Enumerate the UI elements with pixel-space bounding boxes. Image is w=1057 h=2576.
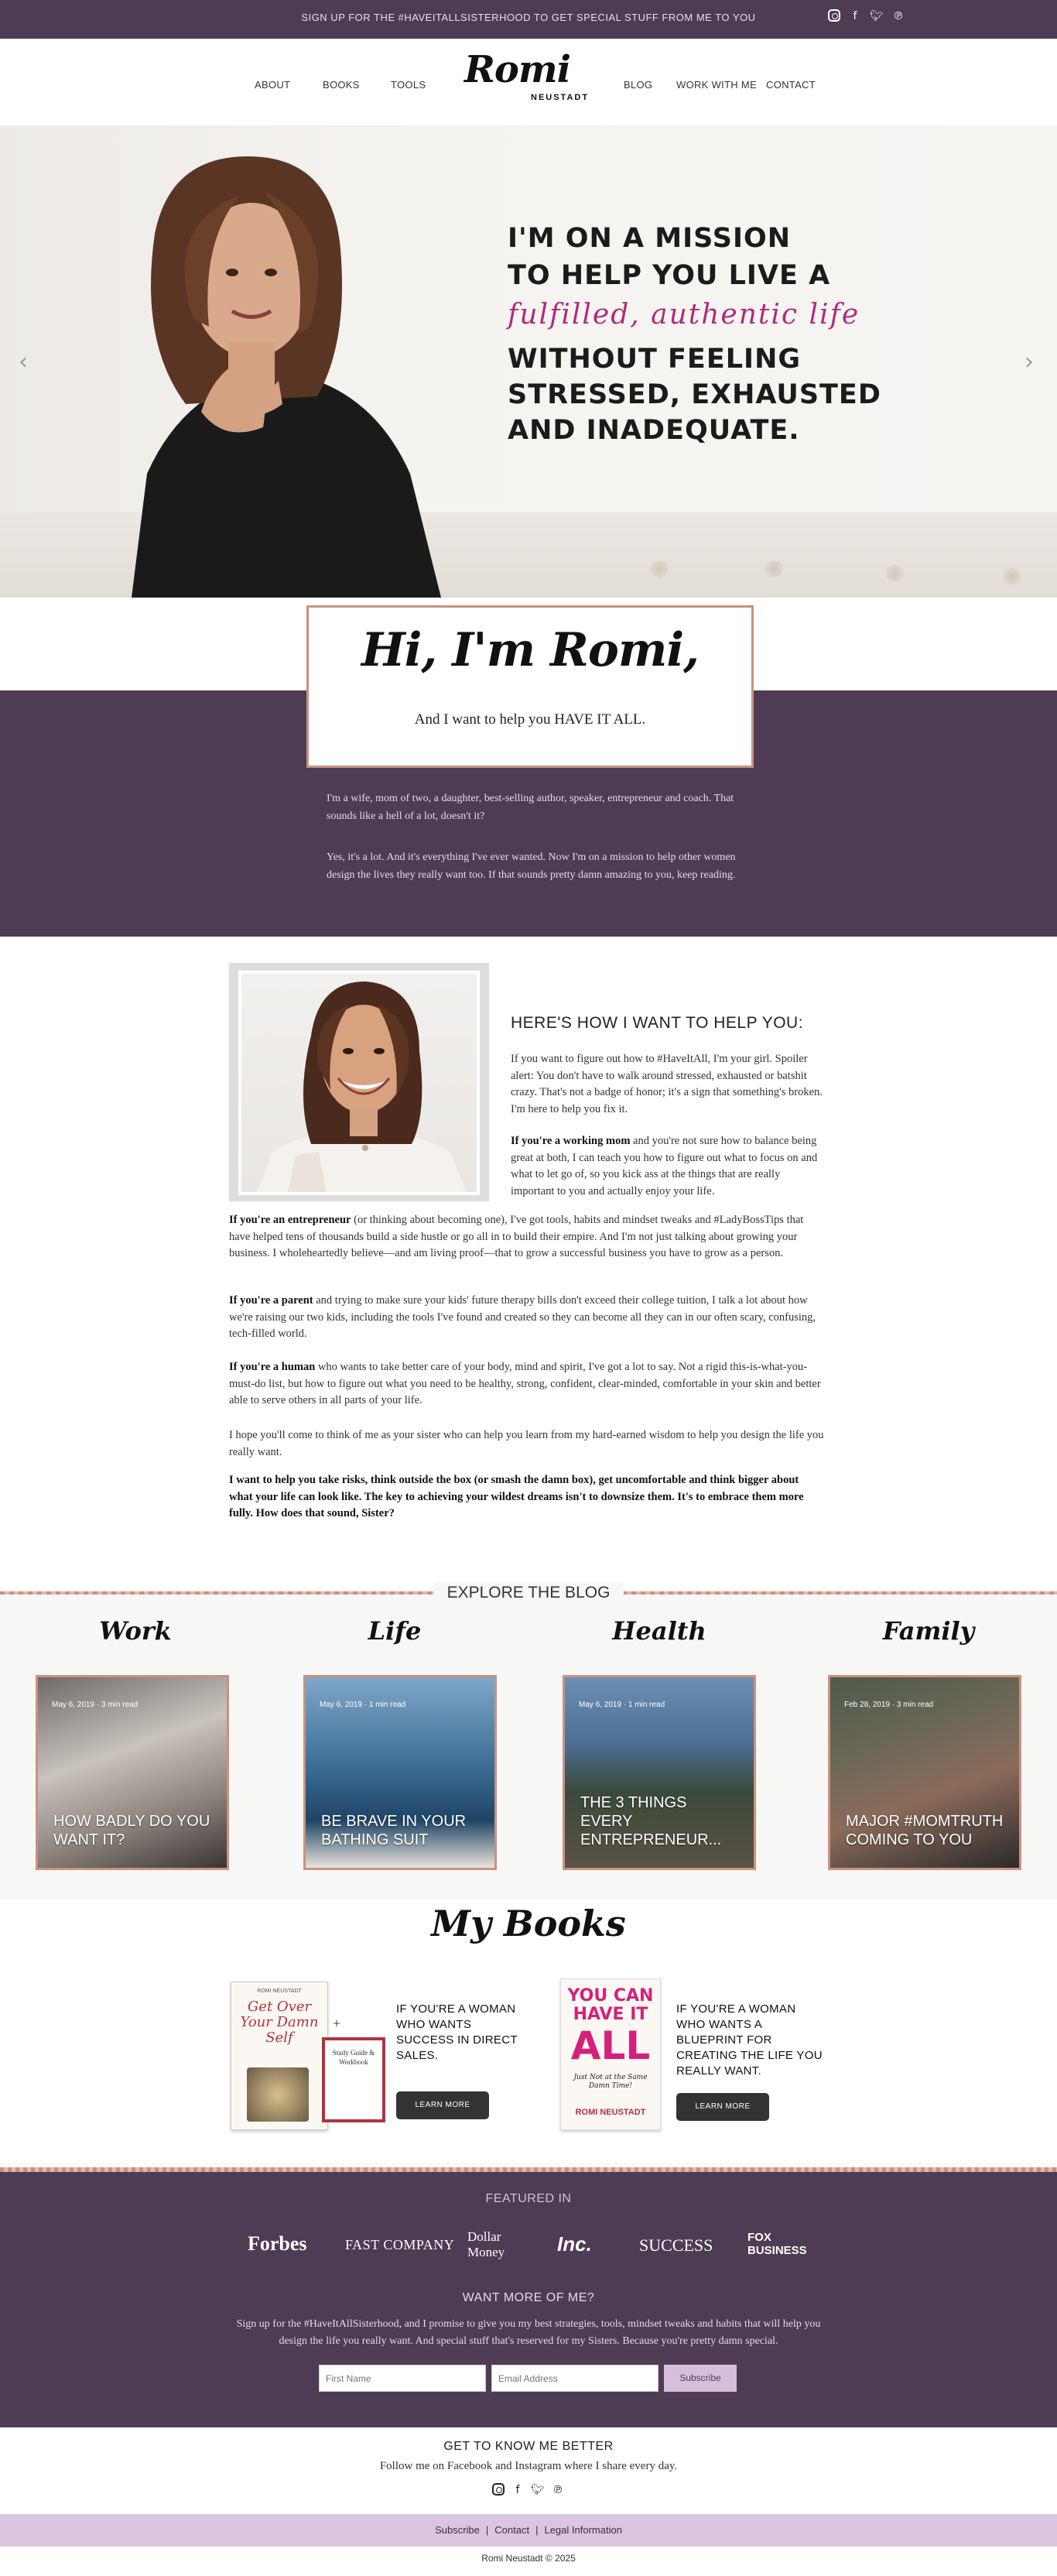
book1-cover-title: Get Over Your Damn Self [240,1999,319,2046]
announcement-bar [0,0,1057,39]
footer-separator: | [535,2524,539,2536]
help-paragraph-1: If you want to figure out how to #HaveItAll, I'm your girl. Spoiler alert: You don't have to walk around stressed, exhausted or batshit crazy. That's not a badge of honor; it's a sign that something's broken. I'm here to help you fix it. [511,1053,823,1115]
help-paragraph-4 [229,1293,825,1343]
help-text-human: who wants to take better care of your body, mind and spirit, I've got a lot to say. Not a rigid this-is-what-you-must-do list, but how to figure out what you need to be healthy, strong, confident, clear-minded, comfortable in your skin and better able to serve others in all parts of your life. [229,1361,821,1406]
help-paragraph-6: I hope you'll come to think of me as your sister who can help you learn from my hard-earned wisdom to help you design the life you really want. [229,1429,824,1458]
facebook-icon[interactable]: f [515,2484,520,2496]
help-paragraph-7: I want to help you take risks, think outside the box (or smash the damn box), get uncomfortable and think bigger about what your life can look like. The key to achieving your wildest dreams isn't to downsize them. It's to embrace them more fully. How does that sound, Sister? [229,1474,804,1519]
copyright-text: Romi Neustadt © 2025 [481,2553,576,2564]
intro-paragraph-2: Yes, it's a lot. And it's everything I've ever wanted. Now I'm on a mission to help other women design the lives they really want too. If that sounds pretty damn amazing to you, keep reading. [327,851,736,881]
help-text-working-mom: and you're not sure how to balance being great at both, I can teach you how to figure out what to focus on and what to let go of, so you kick ass at the things that are really important to you and actually enjoy your life. [511,1135,818,1197]
help-lead-human: If you're a human [229,1361,316,1373]
blog-card-meta: Feb 28, 2019 · 3 min read [844,1701,934,1709]
twitter-icon[interactable]: 🐦︎ [531,2484,545,2496]
help-paragraph-3 [229,1212,825,1262]
book-cover-you-can-have-it-all[interactable] [560,1978,661,2130]
intro-title: Hi, I'm Romi, [361,623,700,677]
sofa-tuft [650,560,669,577]
blog-card-meta: May 6, 2019 · 1 min read [579,1701,665,1709]
nav-about[interactable]: ABOUT [255,79,291,91]
blog-card-title: BE BRAVE IN YOUR BATHING SUIT [321,1813,467,1848]
nav-books[interactable]: BOOKS [323,79,360,91]
help-paragraph-2 [511,1133,823,1200]
signup-title: WANT MORE OF ME? [462,2291,595,2304]
help-lead-parent: If you're a parent [229,1294,313,1307]
footer-links [0,2524,1057,2536]
featured-logo-fast-company: FAST COMPANY [345,2237,455,2252]
blog-section-title: EXPLORE THE BLOG [433,1582,624,1604]
header-social-links [828,9,905,23]
hero-headline-line-2: TO HELP YOU LIVE A [508,260,831,291]
footer-link-subscribe[interactable]: Subscribe [435,2524,480,2536]
footer-link-legal[interactable]: Legal Information [544,2524,622,2536]
hero-headline-line-4: STRESSED, EXHAUSTED [508,379,881,410]
pinterest-icon[interactable]: ℗ [552,2484,563,2496]
help-lead-entrepreneur: If you're an entrepreneur [229,1214,351,1226]
email-input[interactable] [491,2365,658,2392]
intro-subtitle: And I want to help you HAVE IT ALL. [414,711,646,728]
featured-logo-inc: Inc. [557,2232,592,2256]
book2-cover-title-1: YOU CAN [567,1986,654,2006]
book1-cover-illustration [247,2067,309,2122]
blog-card-title: MAJOR #MOMTRUTH COMING TO YOU [846,1813,1004,1848]
nav-work-with-me[interactable]: WORK WITH ME [676,79,757,91]
pinterest-icon[interactable]: ℗ [893,10,904,22]
sofa-tuft [1003,568,1021,585]
blog-card-meta: May 6, 2019 · 3 min read [52,1701,139,1709]
featured-in-title: FEATURED IN [485,2192,572,2205]
book1-learn-more-button[interactable]: LEARN MORE [396,2091,489,2119]
blog-category-family[interactable]: Family [882,1616,975,1646]
help-text-parent: and trying to make sure your kids' future therapy bills don't exceed their college tuition, I talk a lot about how we're raising our two kids, including the tools I've found and created so they can become all they can in our often scary, confusing, tech-filled world. [229,1294,816,1340]
blog-card-date: May 6, 2019 [52,1701,95,1709]
help-paragraph-5 [229,1359,825,1410]
intro-paragraph-1: I'm a wife, mom of two, a daughter, best-selling author, speaker, entrepreneur and coach. That sounds like a hell of a lot, doesn't it? [327,793,734,822]
blog-card[interactable] [36,1675,229,1870]
book-cover-workbook[interactable] [322,2037,385,2122]
blog-card-date: Feb 28, 2019 [844,1701,890,1709]
blog-card-read-time: 3 min read [101,1701,139,1709]
featured-logo-forbes: Forbes [248,2232,307,2255]
blog-card[interactable] [828,1675,1021,1870]
slider-prev-arrow-icon[interactable]: ‹ [19,348,28,375]
featured-logo-dollar-money: Dollar Money [467,2229,505,2259]
blog-card[interactable] [303,1675,497,1870]
book2-cover-author: ROMI NEUSTADT [575,2108,646,2117]
book2-cover-title-3: ALL [570,2023,651,2068]
book2-description: IF YOU'RE A WOMAN WHO WANTS A BLUEPRINT FOR CREATING THE LIFE YOU REALLY WANT. [676,2002,823,2078]
blog-card-meta: May 6, 2019 · 1 min read [320,1701,406,1709]
blog-card-read-time: 3 min read [896,1701,934,1709]
help-lead-working-mom: If you're a working mom [511,1135,631,1147]
twitter-icon[interactable]: 🐦︎ [870,10,884,22]
signup-description: Sign up for the #HaveItAllSisterhood, and I promise to give you my best strategies, tools, mindset tweaks and habits that will help you design the life you really want. And special stuff that's reserved for my Sisters. Because you're pretty damn special. [236,2318,821,2347]
follow-text: Follow me on Facebook and Instagram where I share every day. [379,2460,678,2472]
hero-portrait-photo [85,149,472,598]
blog-category-health[interactable]: Health [612,1616,706,1646]
featured-logo-fox-business: FOX BUSINESS [747,2231,807,2257]
subscribe-button[interactable]: Subscribe [664,2365,737,2392]
instagram-icon[interactable] [828,9,840,22]
book2-learn-more-button[interactable]: LEARN MORE [676,2093,769,2121]
sofa-tuft [885,565,904,582]
first-name-input[interactable] [319,2365,486,2392]
intro-card [306,605,754,768]
help-section-title: HERE'S HOW I WANT TO HELP YOU: [511,1014,804,1032]
book2-cover-subtitle: Just Not at the Same Damn Time! [573,2074,648,2090]
blog-card[interactable] [563,1675,756,1870]
hero-headline-script: fulfilled, authentic life [508,299,860,331]
announcement-text[interactable]: SIGN UP FOR THE #HAVEITALLSISTERHOOD TO GET SPECIAL STUFF FROM ME TO YOU [301,12,756,23]
blog-card-read-time: 1 min read [628,1701,665,1709]
books-section-title: My Books [431,1903,626,1944]
instagram-icon[interactable] [492,2483,505,2496]
slider-next-arrow-icon[interactable]: › [1025,348,1034,375]
hero-headline-line-3: WITHOUT FEELING [508,344,802,375]
site-logo[interactable]: Romi [464,48,570,91]
help-text-entrepreneur: (or thinking about becoming one), I've got tools, habits and mindset tweaks and #LadyBossTips that have helped tens of thousands build a side hustle or go all in to build their empire. And I'm not just talking about growing your business. I wholeheartedly believe—and am living proof—that to grow a successful business you have to grow as a person. [229,1214,804,1259]
blog-card-read-time: 1 min read [368,1701,406,1709]
hero-headline-line-5: AND INADEQUATE. [508,415,800,446]
nav-tools[interactable]: TOOLS [391,79,426,91]
footer-social-links [492,2483,565,2497]
blog-card-title: THE 3 THINGS EVERY ENTREPRENEUR... [580,1794,722,1848]
blog-category-life[interactable]: Life [368,1616,422,1646]
portrait-illustration [241,974,477,1192]
site-logo-subtitle[interactable]: NEUSTADT [531,93,590,102]
nav-contact[interactable]: CONTACT [766,79,816,91]
footer-link-bar [0,2514,1057,2547]
workbook-title: Study Guide & Workbook [332,2049,375,2066]
blog-card-title: HOW BADLY DO YOU WANT IT? [53,1813,210,1848]
blog-card-date: May 6, 2019 [579,1701,622,1709]
footer-link-contact[interactable]: Contact [494,2524,530,2536]
help-portrait-photo [238,971,480,1195]
book-bundle-plus: + [333,2016,341,2031]
hero-slider [0,125,1057,598]
nav-blog[interactable]: BLOG [624,79,653,91]
facebook-icon[interactable]: f [853,10,857,22]
book1-description: IF YOU'RE A WOMAN WHO WANTS SUCCESS IN DIRECT SALES. [396,2002,518,2062]
book2-cover-title-2: HAVE IT [573,2005,648,2024]
blog-category-work[interactable]: Work [99,1616,172,1646]
footer-separator: | [485,2524,489,2536]
hero-headline-line-1: I'M ON A MISSION [508,223,792,254]
blog-card-date: May 6, 2019 [320,1701,363,1709]
get-to-know-title: GET TO KNOW ME BETTER [443,2440,614,2453]
book-cover-get-over-your-damn-self[interactable] [231,1982,328,2130]
featured-logo-success: SUCCESS [639,2235,713,2255]
main-navigation [0,39,1057,125]
sofa-tuft [765,560,783,577]
book1-cover-author: ROMI NEUSTADT [257,1989,302,1994]
